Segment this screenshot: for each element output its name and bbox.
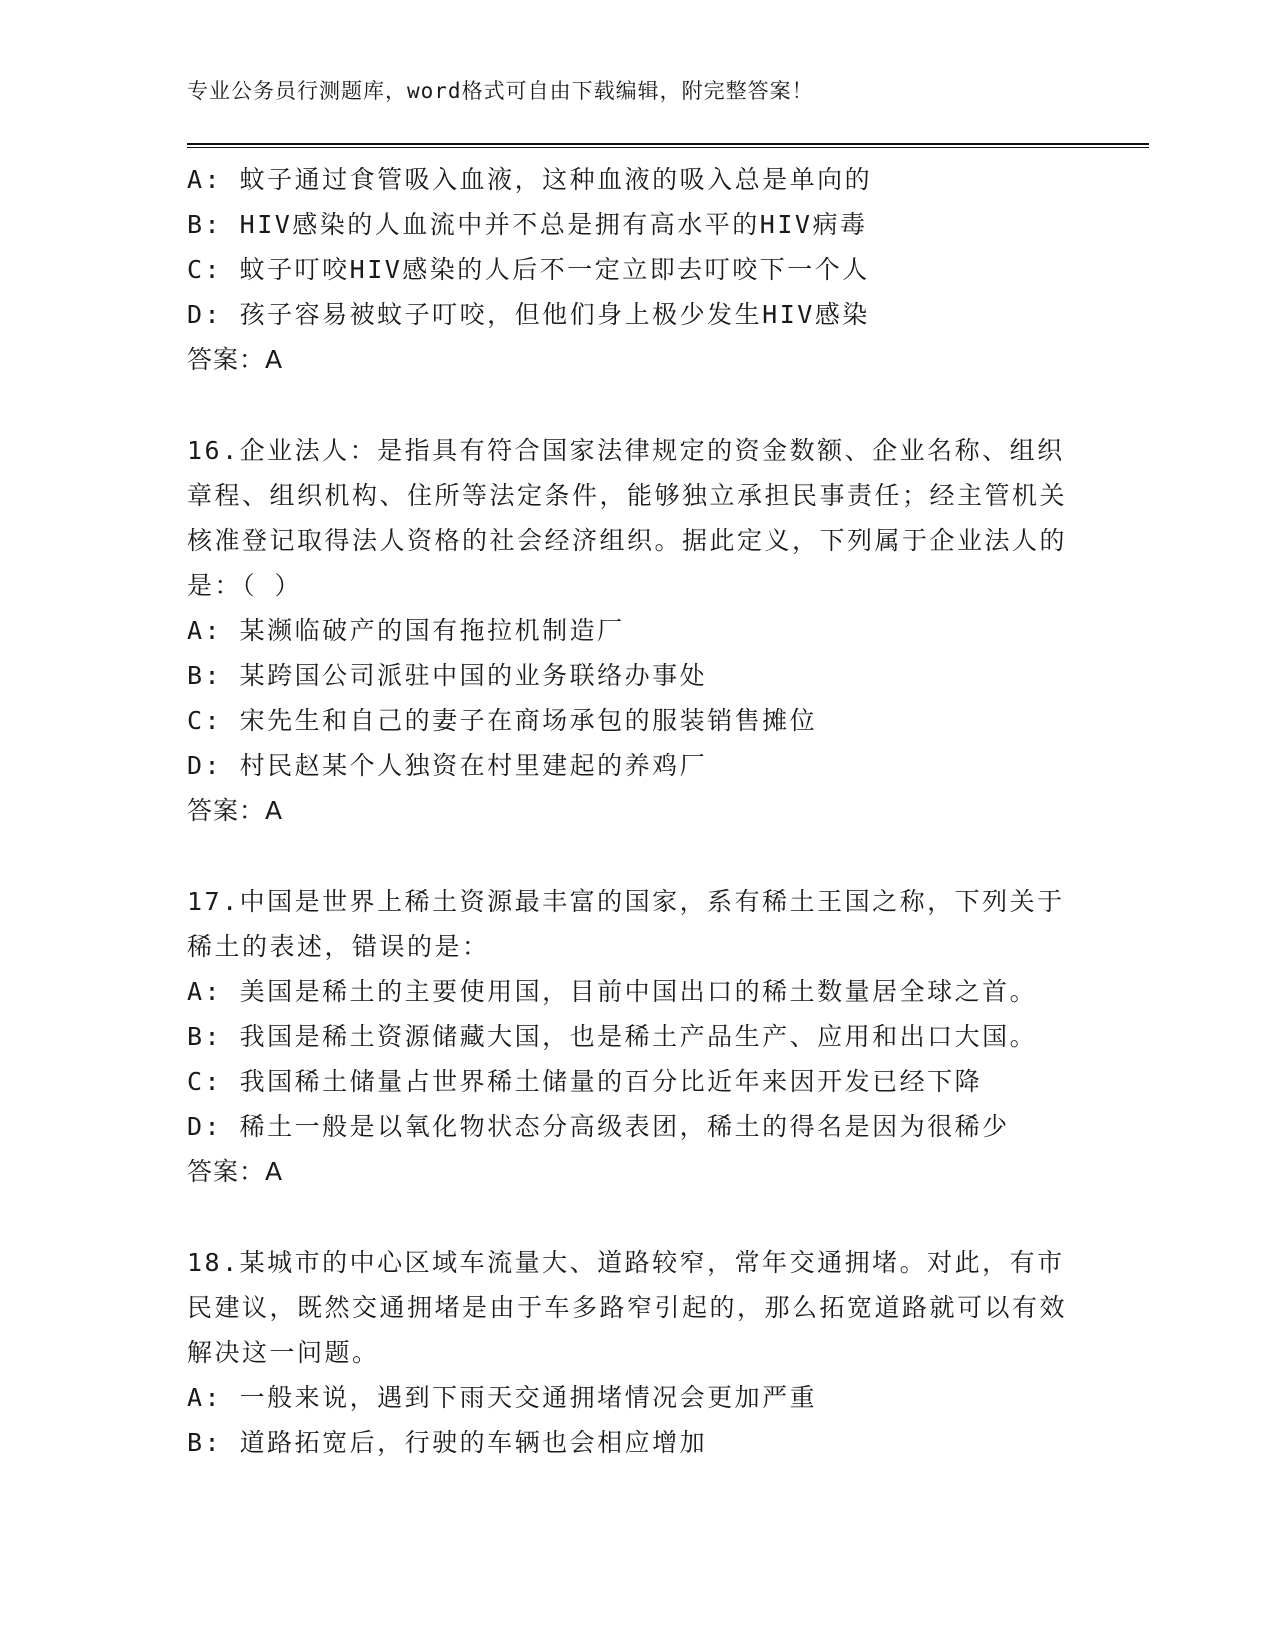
option-b: B: HIV感染的人血流中并不总是拥有高水平的HIV病毒 — [187, 210, 868, 239]
question-16-text: 16.企业法人：是指具有符合国家法律规定的资金数额、企业名称、组织章程、组织机构、住所等法定条件，能够独立承担民事责任；经主管机关核准登记取得法人资格的社会经济组织。据此定义，下列属于企业法人的是：（ ） — [187, 436, 1068, 600]
question-17-answer: 答案：A — [187, 1157, 284, 1186]
option-d: D: 稀土一般是以氧化物状态分高级表团，稀土的得名是因为很稀少 — [187, 1112, 1010, 1141]
option-d: D: 孩子容易被蚊子叮咬，但他们身上极少发生HIV感染 — [187, 300, 870, 329]
question-17-text: 17.中国是世界上稀土资源最丰富的国家，系有稀土王国之称，下列关于稀土的表述，错误的是： — [187, 887, 1065, 961]
option-c: C: 宋先生和自己的妻子在商场承包的服装销售摊位 — [187, 706, 818, 735]
question-content — [187, 157, 1067, 1465]
option-c: C: 我国稀土储量占世界稀土储量的百分比近年来因开发已经下降 — [187, 1067, 983, 1096]
question-18-options — [187, 1375, 1067, 1465]
question-15-answer: 答案：A — [187, 345, 284, 374]
option-b: B: 我国是稀土资源储藏大国，也是稀土产品生产、应用和出口大国。 — [187, 1022, 1038, 1051]
question-18-text: 18.某城市的中心区域车流量大、道路较窄，常年交通拥堵。对此，有市民建议，既然交通拥堵是由于车多路窄引起的，那么拓宽道路就可以有效解决这一问题。 — [187, 1248, 1068, 1367]
option-a: A: 一般来说，遇到下雨天交通拥堵情况会更加严重 — [187, 1383, 818, 1412]
header-divider — [187, 143, 1149, 145]
option-c: C: 蚊子叮咬HIV感染的人后不一定立即去叮咬下一个人 — [187, 255, 870, 284]
option-b: B: 道路拓宽后，行驶的车辆也会相应增加 — [187, 1428, 708, 1457]
question-16-answer: 答案：A — [187, 796, 284, 825]
option-a: A: 蚊子通过食管吸入血液，这种血液的吸入总是单向的 — [187, 165, 873, 194]
question-17-options — [187, 969, 1067, 1149]
question-16-options — [187, 608, 1067, 788]
option-a: A: 美国是稀土的主要使用国，目前中国出口的稀土数量居全球之首。 — [187, 977, 1038, 1006]
option-a: A: 某濒临破产的国有拖拉机制造厂 — [187, 616, 625, 645]
option-b: B: 某跨国公司派驻中国的业务联络办事处 — [187, 661, 708, 690]
page-header: 专业公务员行测题库，word格式可自由下载编辑，附完整答案！ — [187, 79, 814, 103]
option-d: D: 村民赵某个人独资在村里建起的养鸡厂 — [187, 751, 708, 780]
question-15-options — [187, 157, 1067, 337]
